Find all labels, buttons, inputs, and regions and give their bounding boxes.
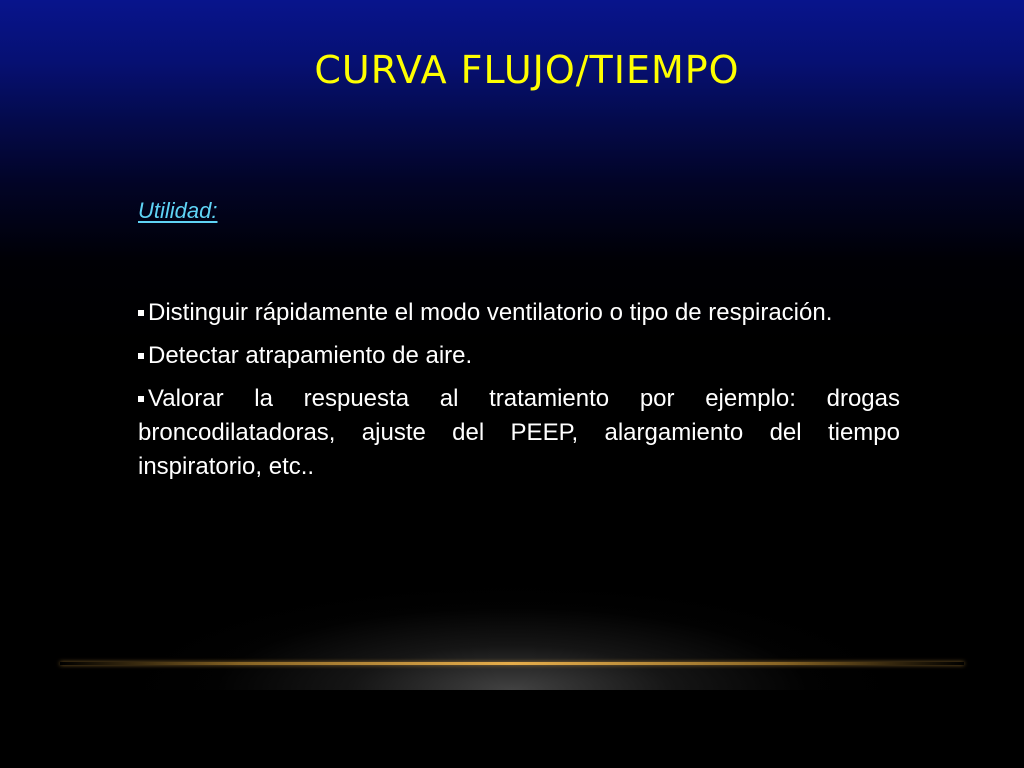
- bullet-text: Distinguir rápidamente el modo ventilatorio o tipo de respiración.: [148, 299, 833, 326]
- bullet-item: [138, 296, 900, 330]
- square-bullet-icon: [138, 353, 144, 359]
- bullet-item: [138, 382, 900, 484]
- bullet-text: Detectar atrapamiento de aire.: [148, 342, 473, 369]
- square-bullet-icon: [138, 310, 144, 316]
- bullet-item: [138, 339, 900, 373]
- bottom-glow: [112, 560, 912, 690]
- square-bullet-icon: [138, 396, 144, 402]
- bullet-list: [138, 296, 900, 493]
- bullet-text: Valorar la respuesta al tratamiento por ejemplo: drogas broncodilatadoras, ajuste del PEEP, alargamiento del tiempo inspiratorio, etc..: [138, 385, 900, 480]
- slide-title: CURVA FLUJO/TIEMPO: [314, 48, 740, 92]
- decorative-rule: [60, 662, 964, 665]
- section-heading: Utilidad:: [138, 198, 218, 223]
